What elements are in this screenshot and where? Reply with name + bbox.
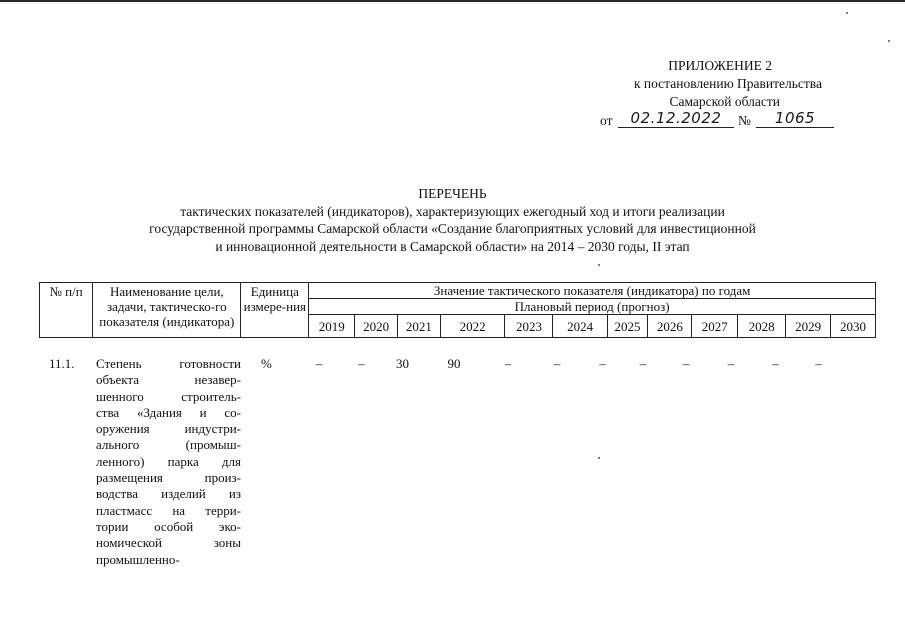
title-line-1: тактических показателей (индикаторов), характеризующих ежегодный ход и итоги реализации bbox=[180, 203, 725, 219]
header-year: 2024 bbox=[553, 315, 607, 338]
header-unit: Единица измере-ния bbox=[241, 283, 309, 338]
row-name-line: номической зоны bbox=[96, 535, 241, 551]
scan-speck bbox=[846, 12, 848, 14]
header-year: 2027 bbox=[692, 315, 738, 338]
row-name-line: ства «Здания и со- bbox=[96, 404, 241, 420]
row-name-line: объекта незавер- bbox=[96, 372, 241, 388]
header-year: 2026 bbox=[648, 315, 692, 338]
row-name-line: шенного строитель- bbox=[96, 388, 241, 404]
appendix-region: Самарской области bbox=[669, 94, 780, 109]
row-value-2024: – bbox=[553, 356, 561, 371]
row-value-2022: 90 bbox=[447, 356, 461, 371]
row-value-2023: – bbox=[504, 356, 512, 371]
page-top-border bbox=[0, 0, 905, 2]
handwritten-number: 1065 bbox=[756, 109, 834, 128]
document-title bbox=[80, 185, 825, 255]
row-name-line: промышленно- bbox=[96, 551, 180, 567]
appendix-subtitle: к постановлению Правительства bbox=[633, 76, 822, 91]
table-row bbox=[39, 356, 876, 640]
row-value-2027: – bbox=[682, 356, 690, 371]
row-name-line: размещения произ- bbox=[96, 470, 241, 486]
header-year: 2025 bbox=[607, 315, 648, 338]
header-year: 2030 bbox=[831, 315, 876, 338]
header-number: № п/п bbox=[40, 283, 93, 338]
header-year: 2020 bbox=[355, 315, 398, 338]
title-line-3: и инновационной деятельности в Самарской области» на 2014 – 2030 годы, II этап bbox=[215, 238, 690, 254]
scan-speck bbox=[598, 264, 600, 266]
header-year: 2019 bbox=[309, 315, 355, 338]
row-name-line: ального (промыш- bbox=[96, 437, 241, 453]
appendix-title: ПРИЛОЖЕНИЕ 2 bbox=[668, 58, 772, 73]
row-value-2020: – bbox=[358, 356, 365, 371]
row-name-line: ленного) парка для bbox=[96, 453, 241, 469]
row-number: 11.1. bbox=[49, 356, 75, 371]
title-line-2: государственной программы Самарской области «Создание благоприятных условий для инвестиционной bbox=[149, 221, 756, 236]
header-year: 2022 bbox=[440, 315, 505, 338]
row-name-line: пластмасс на терри- bbox=[96, 502, 241, 518]
header-year: 2021 bbox=[397, 315, 440, 338]
row-name-line: тории особой эко- bbox=[96, 518, 241, 534]
row-unit: % bbox=[261, 356, 272, 371]
date-prefix: от bbox=[600, 113, 613, 128]
row-name-line: Степень готовности bbox=[96, 356, 241, 371]
header-year: 2023 bbox=[505, 315, 553, 338]
row-value-2021: 30 bbox=[396, 356, 409, 371]
row-value-2019: – bbox=[315, 356, 323, 371]
header-planned-period: Плановый период (прогноз) bbox=[309, 299, 876, 315]
row-name-line: водства изделий из bbox=[96, 486, 241, 502]
header-year: 2029 bbox=[786, 315, 831, 338]
row-value-2029: – bbox=[772, 356, 779, 371]
header-values: Значение тактического показателя (индикатора) по годам bbox=[309, 283, 876, 299]
row-value-2028: – bbox=[727, 356, 735, 371]
appendix-block bbox=[580, 57, 830, 132]
number-prefix: № bbox=[738, 113, 751, 128]
handwritten-date: 02.12.2022 bbox=[618, 109, 734, 128]
scan-speck bbox=[888, 40, 890, 42]
row-value-2030: – bbox=[815, 356, 822, 371]
row-value-2026: – bbox=[639, 356, 647, 371]
row-indicator-name bbox=[96, 356, 241, 568]
header-name: Наименование цели, задачи, тактическо-го показателя (индикатора) bbox=[93, 283, 241, 338]
title-heading: ПЕРЕЧЕНЬ bbox=[418, 186, 487, 201]
appendix-date-row bbox=[580, 109, 830, 132]
row-name-line: оружения индустри- bbox=[96, 421, 241, 437]
header-year: 2028 bbox=[738, 315, 786, 338]
indicators-table bbox=[39, 282, 876, 338]
row-value-2025: – bbox=[599, 356, 606, 371]
